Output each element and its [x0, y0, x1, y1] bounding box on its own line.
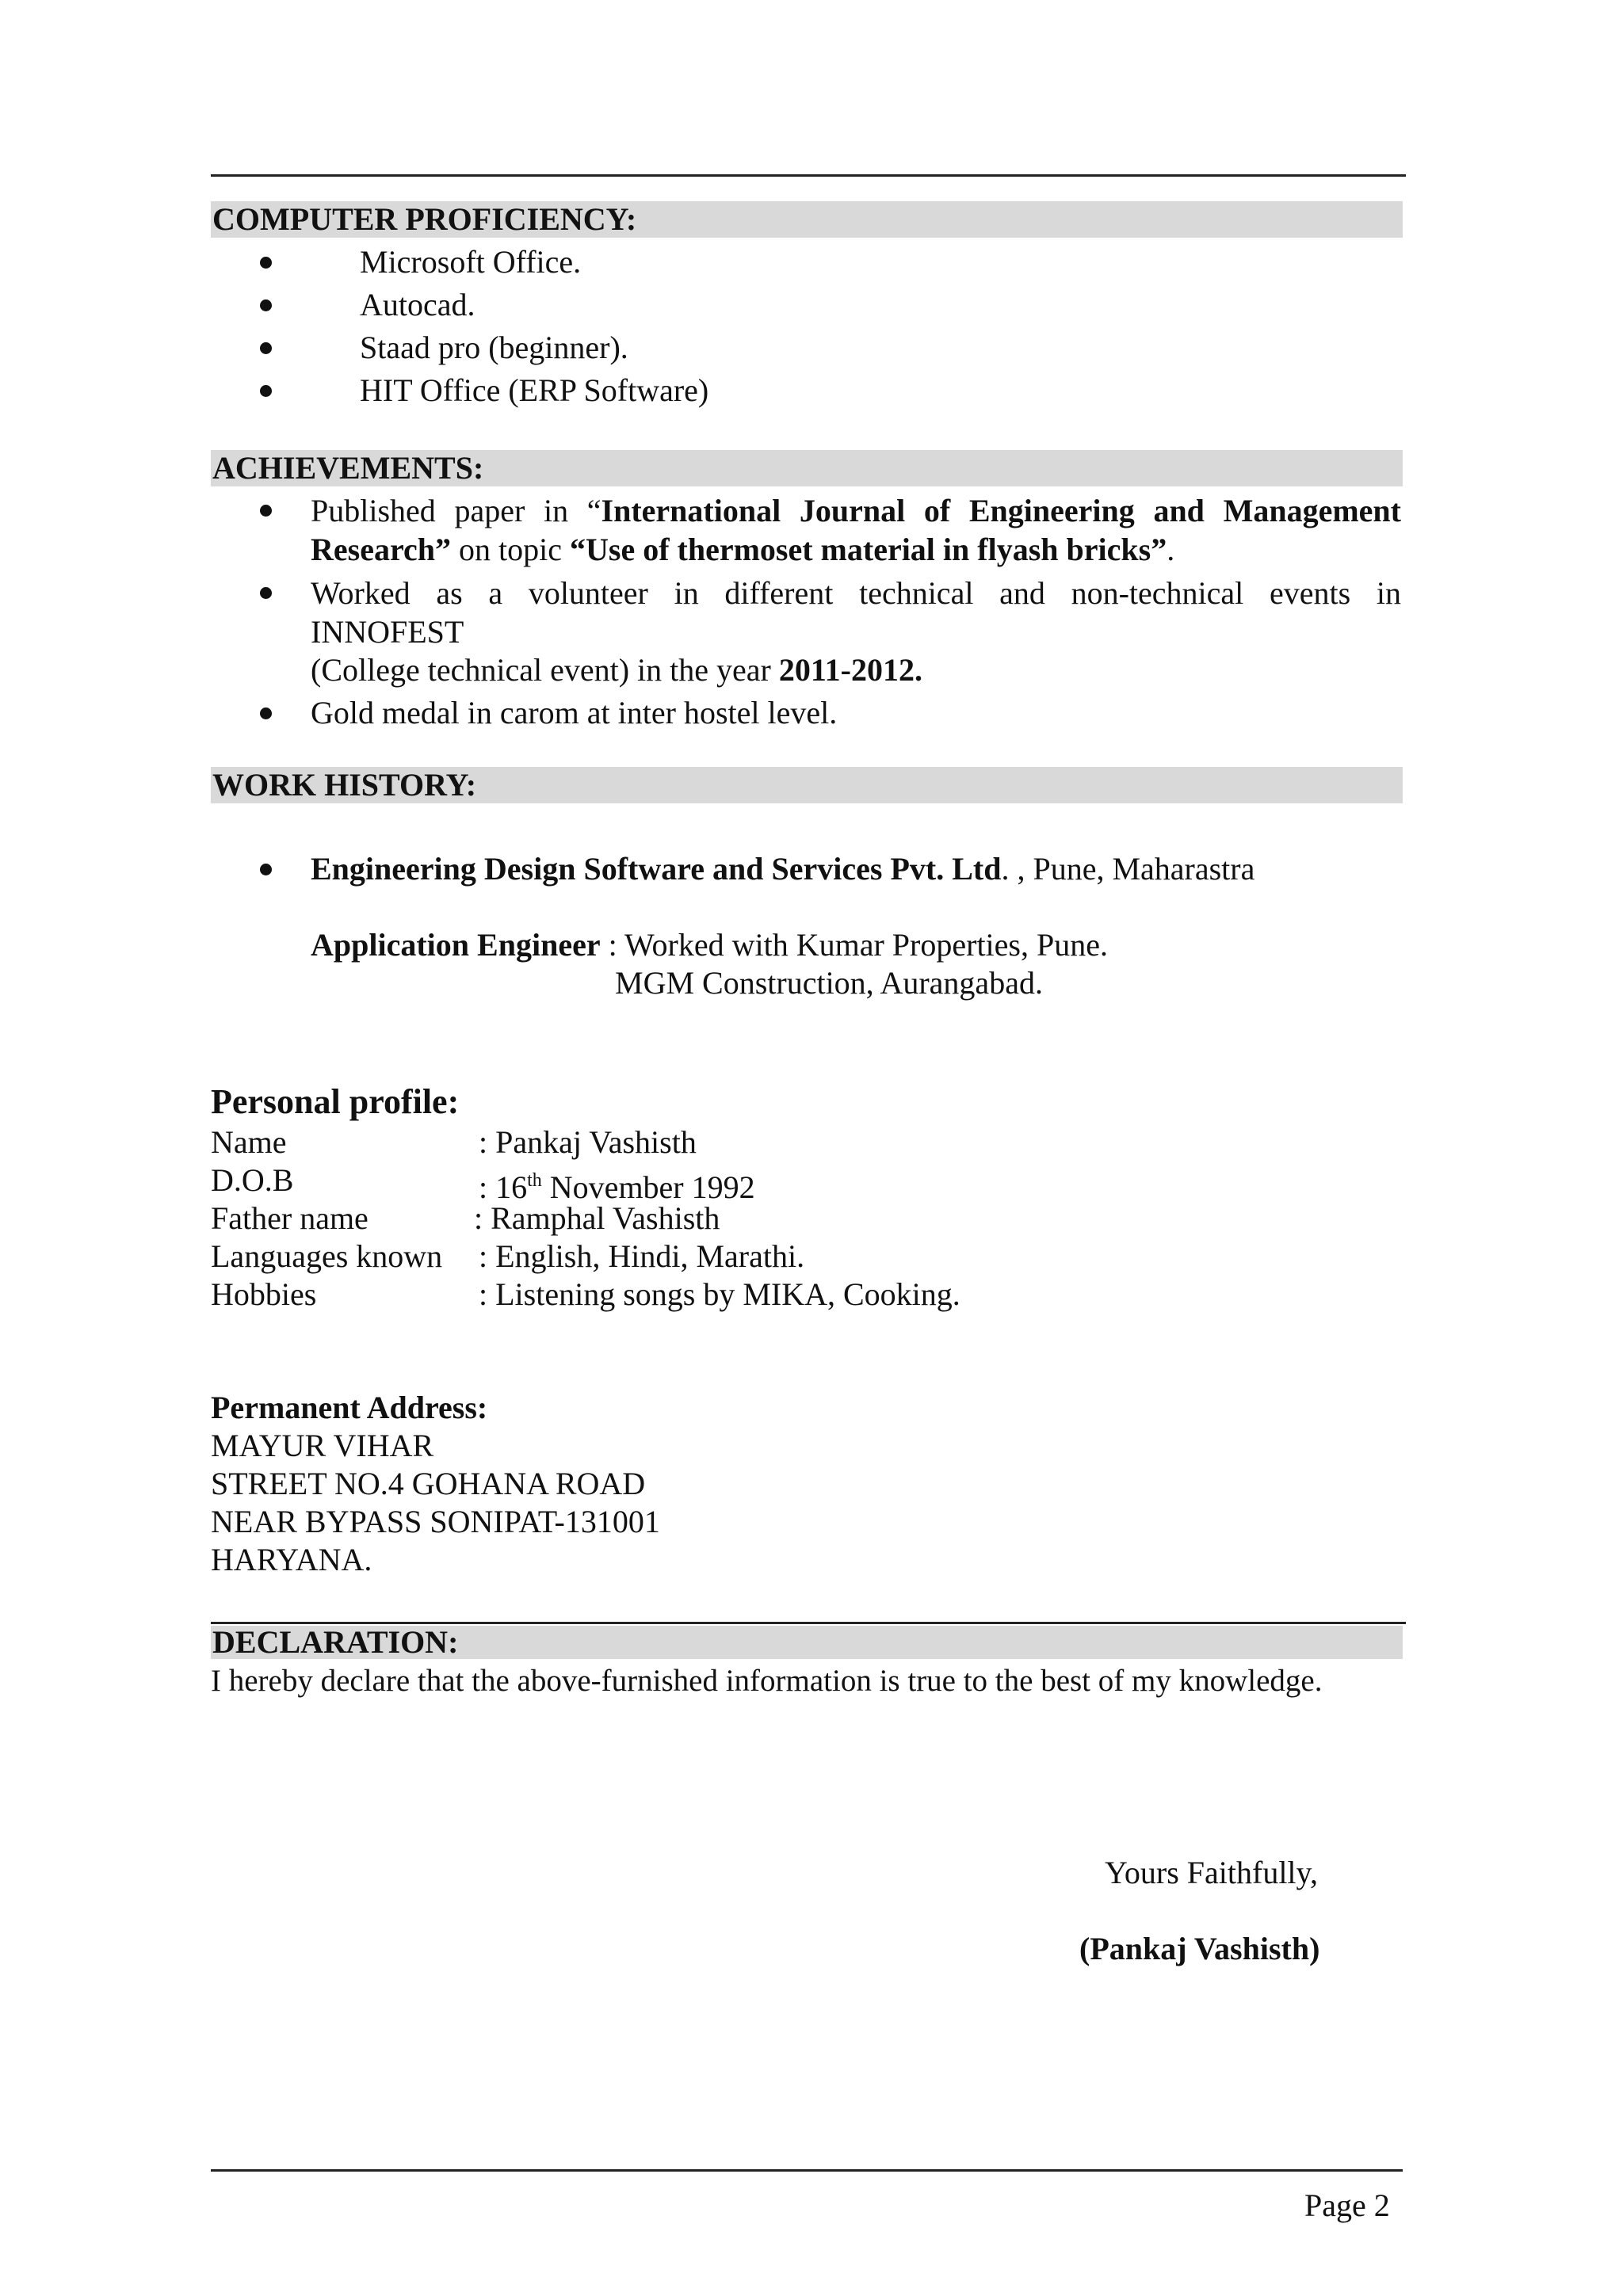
achievements-heading: ACHIEVEMENTS:	[212, 450, 484, 486]
declaration-heading: DECLARATION:	[212, 1624, 459, 1660]
achievement-text: .	[1167, 532, 1175, 567]
personal-label-dob: D.O.B	[211, 1162, 294, 1198]
personal-label-hobbies: Hobbies	[211, 1276, 317, 1312]
bullet-icon	[260, 587, 272, 599]
journal-name-cont: Research”	[311, 532, 451, 567]
work-heading: WORK HISTORY:	[212, 767, 477, 803]
address-line: HARYANA.	[211, 1542, 372, 1577]
personal-value-name: : Pankaj Vashisth	[479, 1124, 697, 1160]
dob-month-year: November 1992	[541, 1169, 755, 1205]
address-line: NEAR BYPASS SONIPAT-131001	[211, 1504, 660, 1539]
footer-rule	[211, 2169, 1403, 2172]
achievement-carom: Gold medal in carom at inter hostel level.	[311, 695, 838, 730]
personal-label-languages: Languages known	[211, 1238, 443, 1274]
page-number: Page 2	[1304, 2187, 1390, 2223]
computer-item: Autocad.	[360, 287, 475, 322]
top-rule	[211, 174, 1406, 177]
personal-label-father: Father name	[211, 1200, 369, 1236]
work-company	[311, 850, 1254, 888]
computer-heading: COMPUTER PROFICIENCY:	[212, 201, 637, 237]
signature-name: (Pankaj Vashisth)	[1079, 1931, 1320, 1966]
achievement-text: (College technical event) in the year	[311, 652, 779, 688]
personal-value-languages: : English, Hindi, Marathi.	[479, 1238, 805, 1274]
achievement-paper-line1	[311, 491, 1401, 531]
achievement-text: on topic	[451, 532, 570, 567]
paper-topic: “Use of thermoset material in flyash bricks”	[569, 532, 1167, 567]
personal-value-father: : Ramphal Vashisth	[474, 1200, 720, 1236]
bullet-icon	[260, 257, 272, 269]
closing-salutation: Yours Faithfully,	[1105, 1855, 1318, 1890]
bullet-icon	[260, 505, 272, 517]
work-role-line2: MGM Construction, Aurangabad.	[615, 965, 1043, 1001]
address-heading: Permanent Address:	[211, 1390, 488, 1425]
company-location: . , Pune, Maharastra	[1001, 851, 1255, 887]
work-role	[311, 926, 1108, 964]
dob-day: : 16	[479, 1169, 528, 1205]
address-line: MAYUR VIHAR	[211, 1428, 434, 1463]
personal-heading: Personal profile:	[211, 1082, 460, 1121]
event-year: 2011-2012.	[778, 652, 922, 688]
bullet-icon	[260, 299, 272, 311]
role-description: : Worked with Kumar Properties, Pune.	[600, 927, 1108, 963]
achievement-volunteer-line2: INNOFEST	[311, 614, 464, 650]
achievement-text: Published paper in “	[311, 493, 601, 528]
dob-suffix: th	[527, 1170, 542, 1191]
achievement-volunteer-line1: Worked as a volunteer in different technical and non-technical events in	[311, 575, 1401, 611]
bullet-icon	[260, 707, 272, 719]
personal-value-hobbies: : Listening songs by MIKA, Cooking.	[479, 1276, 960, 1312]
bullet-icon	[260, 864, 272, 875]
company-name: Engineering Design Software and Services Pvt. Ltd	[311, 851, 1002, 887]
achievement-volunteer-line3	[311, 651, 922, 689]
achievement-paper-line2	[311, 531, 1174, 569]
personal-label-name: Name	[211, 1124, 287, 1160]
computer-item: HIT Office (ERP Software)	[360, 372, 709, 408]
job-title: Application Engineer	[311, 927, 601, 963]
computer-item: Staad pro (beginner).	[360, 330, 628, 365]
bullet-icon	[260, 342, 272, 354]
computer-item: Microsoft Office.	[360, 244, 582, 280]
declaration-text: I hereby declare that the above-furnished information is true to the best of my knowledge.	[211, 1664, 1323, 1698]
bullet-icon	[260, 385, 272, 397]
address-line: STREET NO.4 GOHANA ROAD	[211, 1466, 646, 1501]
journal-name: International Journal of Engineering and Management	[601, 493, 1401, 528]
